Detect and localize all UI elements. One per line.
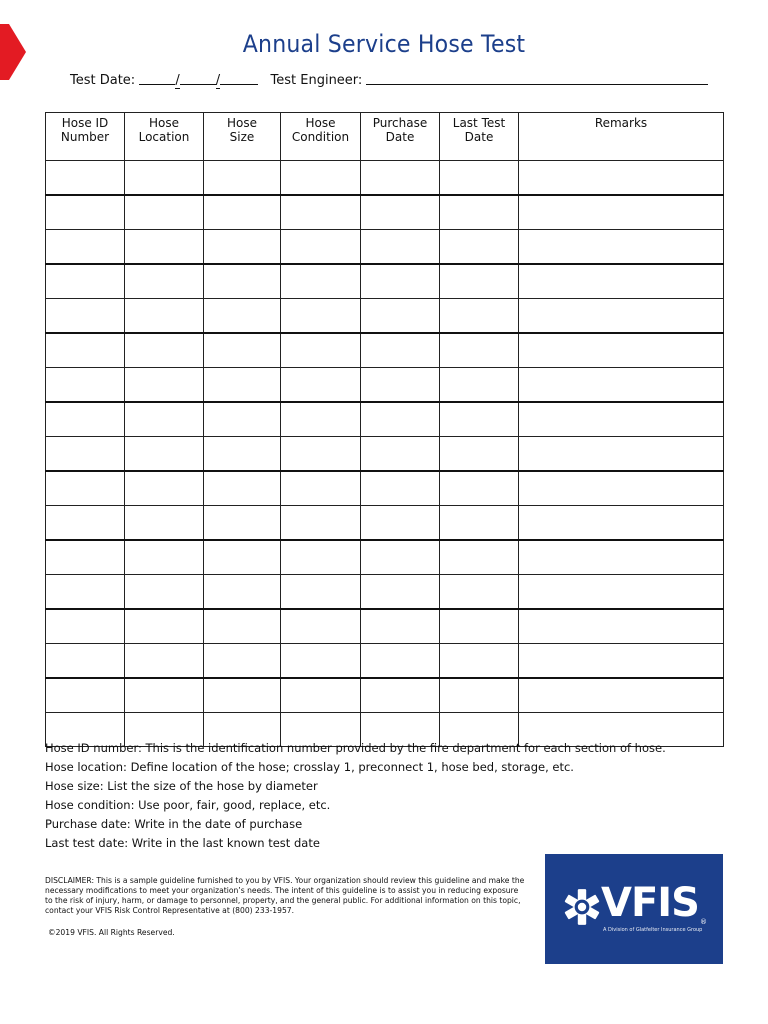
table-cell[interactable] — [361, 609, 440, 644]
table-cell[interactable] — [281, 264, 361, 299]
table-cell[interactable] — [440, 437, 519, 472]
table-cell[interactable] — [46, 368, 125, 403]
copyright-text: ©2019 VFIS. All Rights Reserved. — [48, 928, 175, 937]
table-cell[interactable] — [46, 437, 125, 472]
table-cell[interactable] — [440, 540, 519, 575]
table-cell[interactable] — [281, 333, 361, 368]
table-cell[interactable] — [519, 195, 724, 230]
table-cell[interactable] — [204, 195, 281, 230]
test-engineer-label: Test Engineer: — [270, 73, 363, 88]
table-row — [46, 609, 724, 644]
column-header-line: Purchase — [372, 116, 428, 130]
table-cell[interactable] — [125, 402, 204, 437]
table-cell[interactable] — [281, 161, 361, 196]
table-cell[interactable] — [46, 230, 125, 265]
column-header — [361, 113, 440, 161]
table-cell[interactable] — [361, 161, 440, 196]
table-cell[interactable] — [281, 575, 361, 610]
column-header — [281, 113, 361, 161]
test-date-label: Test Date: — [70, 73, 136, 88]
table-cell[interactable] — [361, 471, 440, 506]
column-header-line: Last Test — [452, 116, 506, 130]
test-date-day-field[interactable] — [180, 72, 216, 85]
column-header-line: Hose — [149, 116, 179, 130]
table-cell[interactable] — [204, 402, 281, 437]
definition-last-test-date: Last test date: Write in the last known test date — [45, 836, 320, 850]
table-cell[interactable] — [519, 402, 724, 437]
table-row — [46, 471, 724, 506]
table-cell[interactable] — [204, 506, 281, 541]
table-cell[interactable] — [281, 299, 361, 334]
corner-accent-mark — [0, 24, 26, 80]
table-row — [46, 195, 724, 230]
table-cell[interactable] — [519, 540, 724, 575]
disclaimer-text: DISCLAIMER: This is a sample guideline furnished to you by VFIS. Your organization should review this guideline and make the necessary modifications to meet your organization’s needs. The intent of this guideline is to assist you in reducing exposure to the risk of injury, harm, or damage to personnel, property, and the general public. For additional information on this topic, contact your VFIS Risk Control Representative at (800) 233-1957. — [45, 876, 525, 915]
table-cell[interactable] — [440, 230, 519, 265]
table-cell[interactable] — [125, 333, 204, 368]
column-header — [204, 113, 281, 161]
table-cell[interactable] — [204, 678, 281, 713]
table-cell[interactable] — [519, 678, 724, 713]
table-cell[interactable] — [519, 264, 724, 299]
vfis-logo — [545, 854, 723, 964]
table-row — [46, 402, 724, 437]
table-cell[interactable] — [519, 506, 724, 541]
table-cell[interactable] — [204, 644, 281, 679]
table-cell[interactable] — [125, 195, 204, 230]
table-cell[interactable] — [204, 333, 281, 368]
table-cell[interactable] — [204, 609, 281, 644]
table-cell[interactable] — [440, 644, 519, 679]
table-cell[interactable] — [281, 368, 361, 403]
table-cell[interactable] — [46, 402, 125, 437]
table-cell[interactable] — [519, 333, 724, 368]
registered-mark: ® — [700, 918, 707, 926]
table-cell[interactable] — [125, 506, 204, 541]
hose-test-table — [45, 112, 724, 747]
table-cell[interactable] — [519, 437, 724, 472]
table-cell[interactable] — [361, 230, 440, 265]
vfis-wordmark: VFIS — [601, 880, 699, 926]
table-cell[interactable] — [361, 575, 440, 610]
table-cell[interactable] — [204, 299, 281, 334]
table-row — [46, 506, 724, 541]
table-cell[interactable] — [46, 540, 125, 575]
table-cell[interactable] — [204, 230, 281, 265]
table-cell[interactable] — [281, 609, 361, 644]
table-cell[interactable] — [519, 575, 724, 610]
table-cell[interactable] — [440, 299, 519, 334]
table-cell[interactable] — [440, 368, 519, 403]
table-cell[interactable] — [125, 368, 204, 403]
table-header-row — [46, 113, 724, 161]
table-cell[interactable] — [519, 161, 724, 196]
table-cell[interactable] — [46, 195, 125, 230]
table-cell[interactable] — [204, 471, 281, 506]
column-header-line: Size — [229, 130, 255, 144]
table-cell[interactable] — [281, 471, 361, 506]
table-cell[interactable] — [361, 644, 440, 679]
table-cell[interactable] — [46, 471, 125, 506]
column-header-line: Hose ID — [61, 116, 109, 130]
test-date-year-field[interactable] — [220, 72, 258, 85]
table-row — [46, 333, 724, 368]
table-cell[interactable] — [440, 609, 519, 644]
table-cell[interactable] — [361, 195, 440, 230]
table-row — [46, 161, 724, 196]
table-cell[interactable] — [125, 540, 204, 575]
column-header — [46, 113, 125, 161]
table-cell[interactable] — [125, 299, 204, 334]
table-cell[interactable] — [519, 230, 724, 265]
column-header — [519, 113, 724, 161]
table-cell[interactable] — [440, 471, 519, 506]
definition-hose-size: Hose size: List the size of the hose by diameter — [45, 779, 318, 793]
test-date-sep-2: / — [215, 73, 221, 88]
table-cell[interactable] — [440, 161, 519, 196]
table-cell[interactable] — [440, 264, 519, 299]
table-cell[interactable] — [519, 299, 724, 334]
table-cell[interactable] — [361, 264, 440, 299]
table-cell[interactable] — [46, 333, 125, 368]
table-cell[interactable] — [46, 644, 125, 679]
definition-hose-location: Hose location: Define location of the hose; crosslay 1, preconnect 1, hose bed, storage, etc. — [45, 760, 574, 774]
table-cell[interactable] — [46, 575, 125, 610]
column-header-line: Hose — [305, 116, 336, 130]
table-row — [46, 368, 724, 403]
definitions-list — [45, 739, 666, 853]
table-cell[interactable] — [125, 644, 204, 679]
column-header — [440, 113, 519, 161]
table-row — [46, 437, 724, 472]
table-cell[interactable] — [361, 506, 440, 541]
test-engineer-field[interactable] — [366, 72, 708, 85]
table-cell[interactable] — [440, 575, 519, 610]
table-cell[interactable] — [46, 299, 125, 334]
table-cell[interactable] — [281, 540, 361, 575]
table-cell[interactable] — [361, 402, 440, 437]
table-cell[interactable] — [440, 678, 519, 713]
table-cell[interactable] — [440, 333, 519, 368]
table-cell[interactable] — [281, 678, 361, 713]
column-header-line: Location — [138, 130, 190, 144]
column-header-line: Hose — [227, 116, 257, 130]
table-cell[interactable] — [46, 609, 125, 644]
test-date-month-field[interactable] — [139, 72, 175, 85]
table-cell[interactable] — [281, 506, 361, 541]
table-cell[interactable] — [519, 471, 724, 506]
table-cell[interactable] — [361, 437, 440, 472]
table-cell[interactable] — [204, 161, 281, 196]
table-row — [46, 678, 724, 713]
table-cell[interactable] — [125, 678, 204, 713]
table-cell[interactable] — [46, 678, 125, 713]
table-cell[interactable] — [281, 437, 361, 472]
table-row — [46, 575, 724, 610]
table-cell[interactable] — [204, 264, 281, 299]
table-cell[interactable] — [281, 644, 361, 679]
table-cell[interactable] — [361, 368, 440, 403]
column-header-line: Condition — [291, 130, 350, 144]
star-of-life-icon — [561, 886, 603, 928]
table-cell[interactable] — [361, 540, 440, 575]
table-cell[interactable] — [125, 609, 204, 644]
table-cell[interactable] — [519, 609, 724, 644]
table-row — [46, 299, 724, 334]
table-body — [46, 161, 724, 747]
table-row — [46, 644, 724, 679]
table-row — [46, 540, 724, 575]
column-header-line: Number — [60, 130, 110, 144]
table-cell[interactable] — [440, 195, 519, 230]
table-cell[interactable] — [361, 678, 440, 713]
table-cell[interactable] — [440, 506, 519, 541]
table-cell[interactable] — [519, 644, 724, 679]
table-cell[interactable] — [125, 471, 204, 506]
table-row — [46, 264, 724, 299]
table-cell[interactable] — [125, 437, 204, 472]
table-cell[interactable] — [46, 506, 125, 541]
table-cell[interactable] — [281, 195, 361, 230]
test-date-sep-1: / — [175, 73, 180, 88]
table-cell[interactable] — [46, 161, 125, 196]
table-cell[interactable] — [125, 230, 204, 265]
test-info-line — [70, 72, 708, 88]
table-cell[interactable] — [281, 230, 361, 265]
table-cell[interactable] — [361, 299, 440, 334]
column-header-line: Date — [464, 130, 494, 144]
table-cell[interactable] — [125, 575, 204, 610]
definition-purchase-date: Purchase date: Write in the date of purchase — [45, 817, 303, 831]
page-title: Annual Service Hose Test — [242, 30, 526, 58]
table-cell[interactable] — [125, 264, 204, 299]
table-row — [46, 230, 724, 265]
table-cell[interactable] — [204, 575, 281, 610]
logo-tagline: A Division of Glatfelter Insurance Group — [603, 927, 703, 933]
definition-hose-condition: Hose condition: Use poor, fair, good, replace, etc. — [45, 798, 331, 812]
table-cell[interactable] — [519, 368, 724, 403]
table-cell[interactable] — [204, 540, 281, 575]
column-header — [125, 113, 204, 161]
definition-hose-id: Hose ID number: This is the identification number provided by the fire department for each section of hose. — [45, 741, 666, 755]
table-cell[interactable] — [361, 333, 440, 368]
table-cell[interactable] — [204, 437, 281, 472]
table-cell[interactable] — [125, 161, 204, 196]
table-cell[interactable] — [440, 402, 519, 437]
table-cell[interactable] — [204, 368, 281, 403]
table-cell[interactable] — [46, 264, 125, 299]
column-header-line: Date — [385, 130, 415, 144]
column-header-line: Remarks — [594, 116, 648, 130]
table-cell[interactable] — [281, 402, 361, 437]
